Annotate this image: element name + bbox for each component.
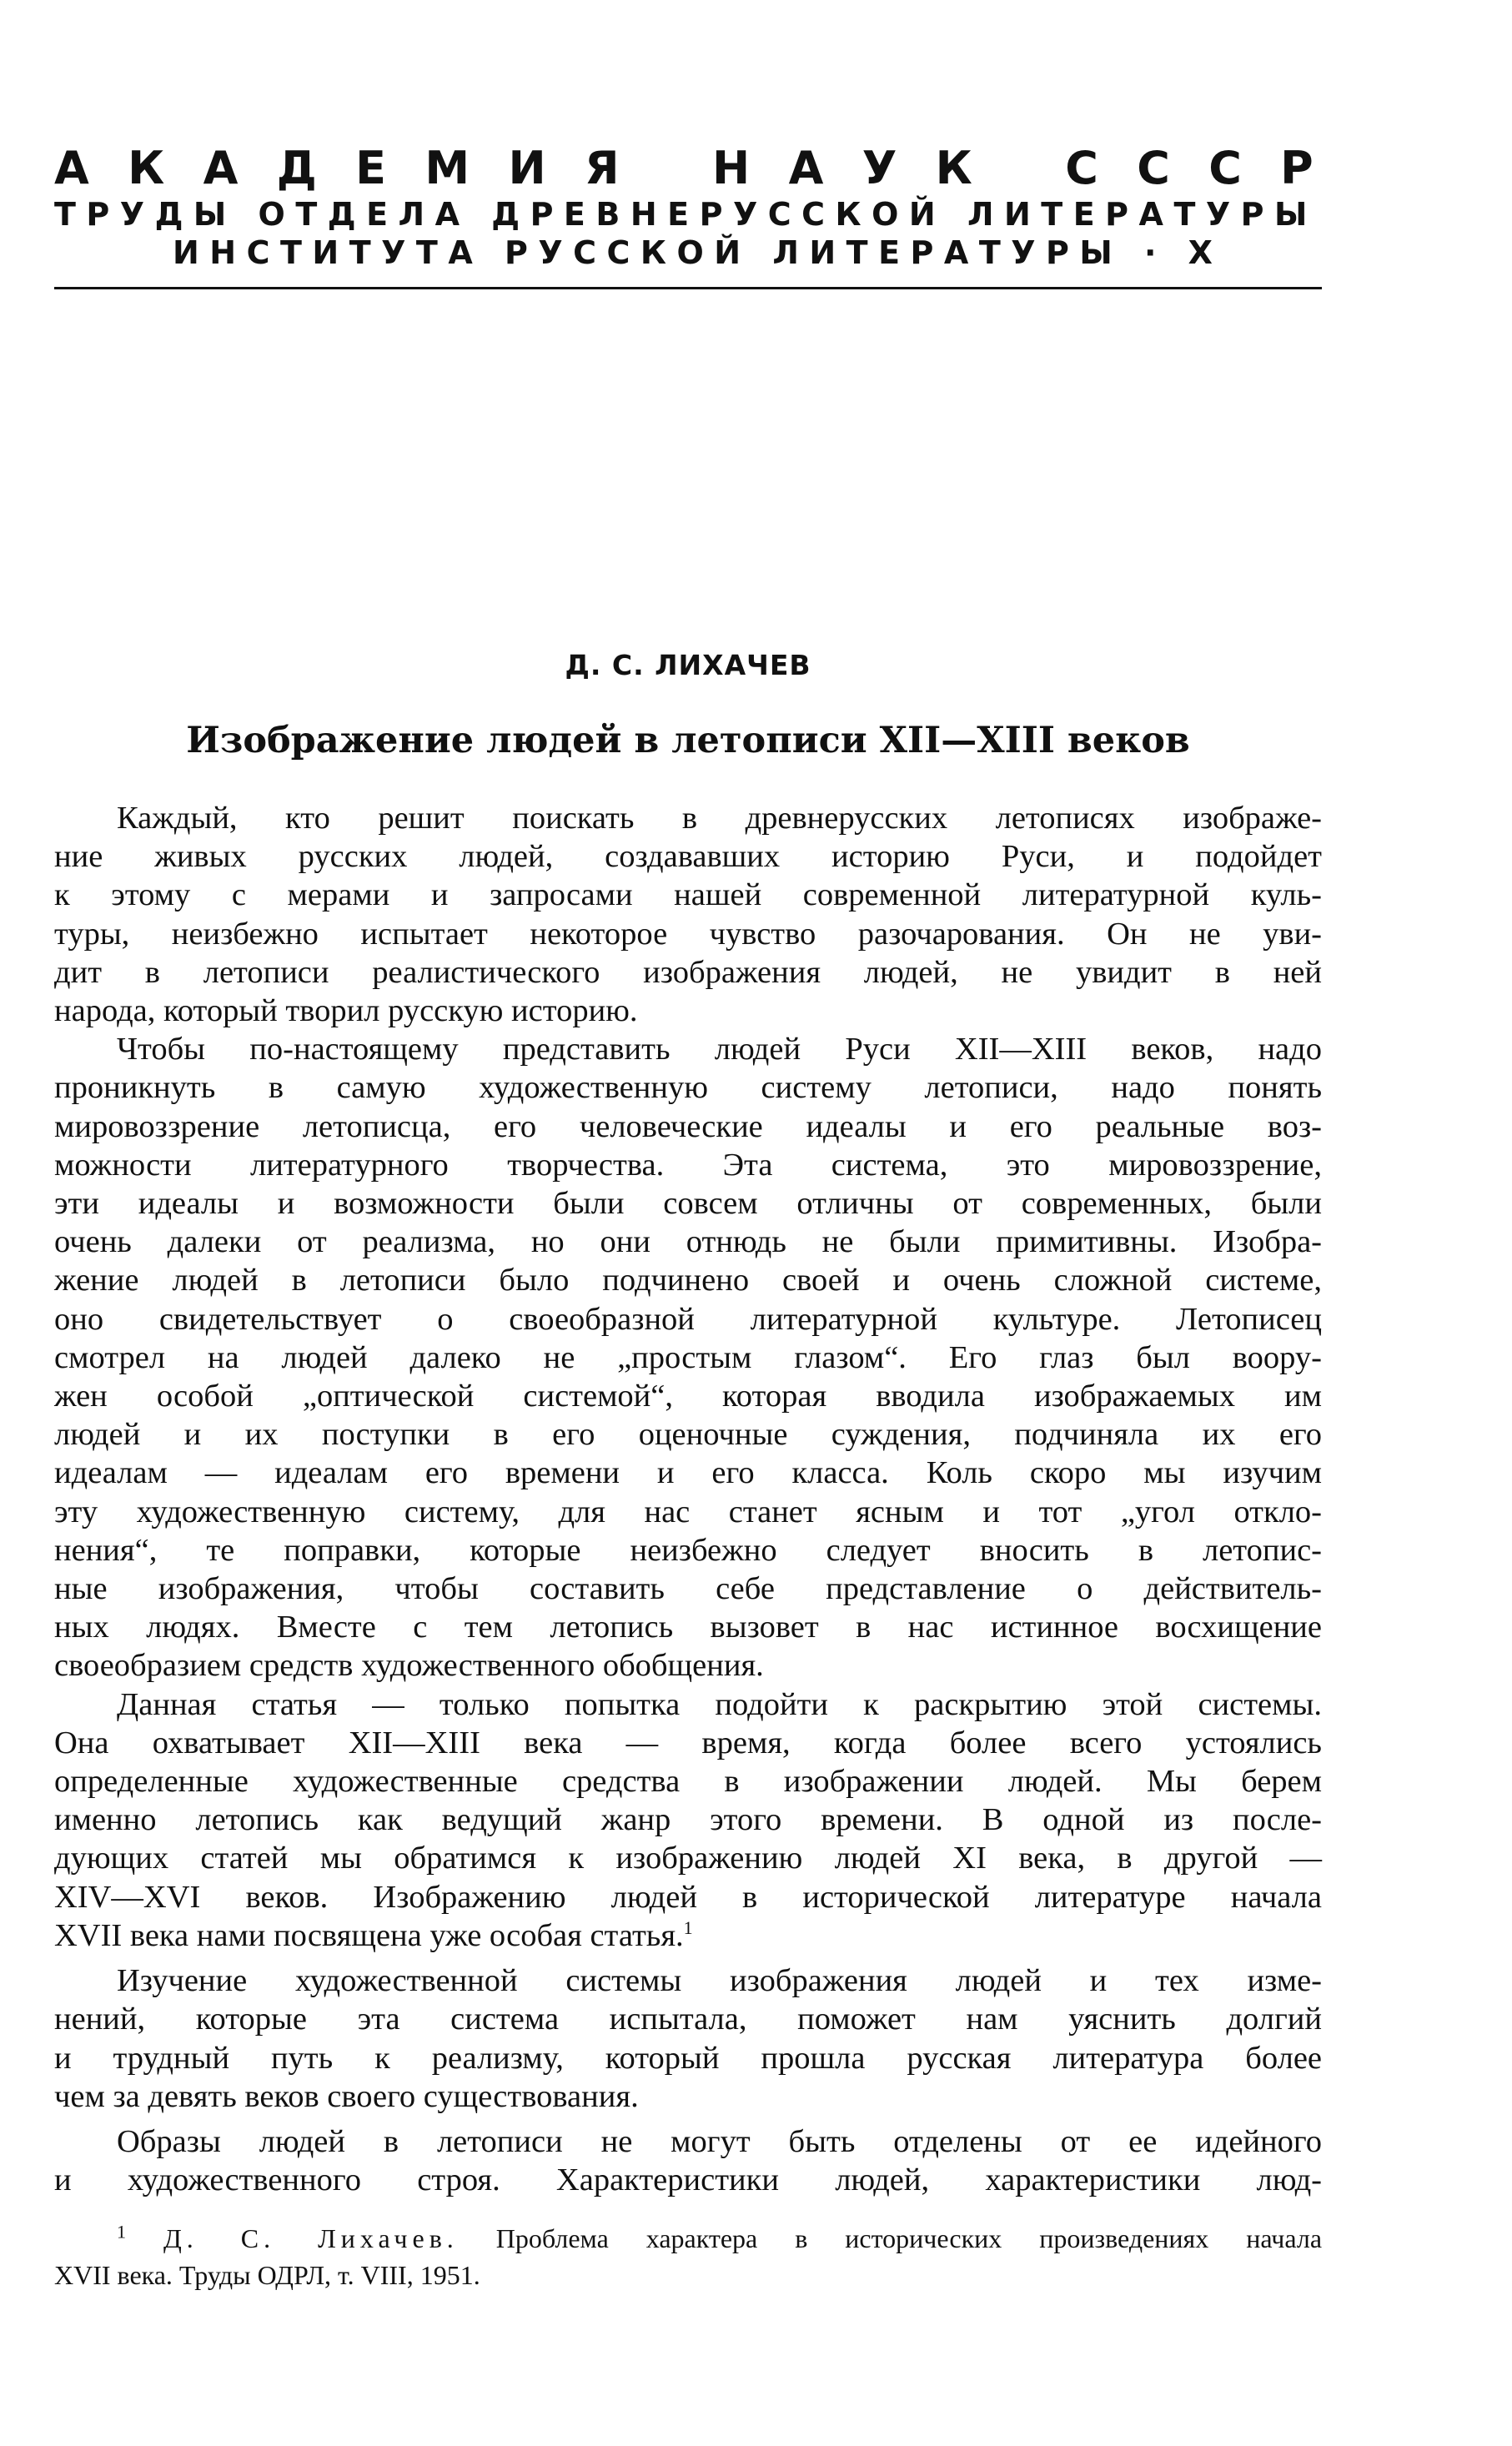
- academy-letter: А: [203, 142, 239, 194]
- body-line: Чтобы по-настоящему представить людей Руси XII—XIII веков, надо: [117, 1032, 1322, 1067]
- academy-letter: Р: [1280, 142, 1314, 194]
- body-line: нения“, те поправки, которые неизбежно следует вносить в летопис-: [54, 1532, 1322, 1568]
- body-line: дит в летописи реалистического изображения людей, не увидит в ней: [54, 954, 1322, 990]
- footnote-marker: 1: [117, 2221, 126, 2243]
- body-line-text: XVII века нами посвящена уже особая статья.: [54, 1917, 684, 1953]
- series-title-line-2: ИНСТИТУТА РУССКОЙ ЛИТЕРАТУРЫ · X: [173, 234, 1223, 271]
- body-line: можности литературного творчества. Эта система, это мировоззрение,: [54, 1147, 1322, 1183]
- body-line: Каждый, кто решит поискать в древнерусских летописях изображе-: [117, 801, 1322, 836]
- document-page: [54, 0, 1322, 2446]
- footnotes: [54, 2220, 1322, 2293]
- footnote-reference: 1: [683, 1917, 693, 1939]
- academy-letter: К: [128, 142, 165, 194]
- body-line: к этому с мерами и запросами нашей современной литературной куль-: [54, 877, 1322, 913]
- academy-heading: [54, 142, 1322, 195]
- footnote-line: XVII века. Труды ОДРЛ, т. VIII, 1951.: [54, 2260, 480, 2290]
- publication-header: [54, 142, 1322, 272]
- academy-letter: К: [935, 142, 972, 194]
- body-line: ные изображения, чтобы составить себе представление о действитель-: [54, 1571, 1322, 1607]
- academy-letter: [1011, 142, 1027, 195]
- body-line: Образы людей в летописи не могут быть отделены от ее идейного: [117, 2123, 1322, 2159]
- academy-letter: Е: [355, 142, 387, 194]
- body-line: жен особой „оптической системой“, которая вводила изображаемых им: [54, 1379, 1322, 1414]
- body-line: XIV—XVI веков. Изображению людей в исторической литературе начала: [54, 1879, 1322, 1915]
- body-line: Изучение художественной системы изображения людей и тех изме-: [117, 1963, 1322, 1999]
- body-line: чем за девять веков своего существования.: [54, 2078, 639, 2114]
- body-line: людей и их поступки в его оценочные суждения, подчиняла их его: [54, 1417, 1322, 1453]
- body-line: народа, который творил русскую историю.: [54, 993, 638, 1029]
- body-line: эту художественную систему, для нас станет ясным и тот „угол откло-: [54, 1494, 1322, 1529]
- footnote-line: [54, 2220, 1322, 2257]
- footnote-text: Проблема характера в исторических произведениях начала: [495, 2223, 1323, 2253]
- body-line: Данная статья — только попытка подойти к раскрытию этой системы.: [117, 1686, 1322, 1722]
- academy-letter: С: [1208, 142, 1242, 194]
- body-line: Она охватывает XII—XIII века — время, когда более всего устоялись: [54, 1725, 1322, 1760]
- academy-letter: Д: [276, 142, 317, 194]
- body-line: нений, которые эта система испытала, поможет нам уяснить долгий: [54, 2002, 1322, 2037]
- body-line-with-footnote: [54, 1916, 1322, 1955]
- body-line: ние живых русских людей, создававших историю Руси, и подойдет: [54, 839, 1322, 875]
- academy-letter: [658, 142, 674, 195]
- academy-letter: Я: [584, 142, 620, 194]
- body-line: дующих статей мы обратимся к изображению людей XI века, в другой —: [54, 1841, 1322, 1876]
- article-author: Д. С. ЛИХАЧЕВ: [565, 649, 811, 681]
- academy-letter: И: [508, 142, 546, 194]
- academy-letter: А: [54, 142, 89, 194]
- article-title: Изображение людей в летописи XII—XIII веков: [186, 720, 1190, 761]
- academy-letter: У: [861, 142, 897, 194]
- body-line: эти идеалы и возможности были совсем отличны от современных, были: [54, 1186, 1322, 1222]
- body-line: оно свидетельствует о своеобразной литературной культуре. Летописец: [54, 1301, 1322, 1337]
- header-rule: [54, 287, 1322, 289]
- body-line: очень далеки от реализма, но они отнюдь не были примитивны. Изобра-: [54, 1224, 1322, 1260]
- body-line: смотрел на людей далеко не „простым глазом“. Его глаз был воору-: [54, 1339, 1322, 1375]
- academy-letter: М: [424, 142, 470, 194]
- series-title-line-1: ТРУДЫ ОТДЕЛА ДРЕВНЕРУССКОЙ ЛИТЕРАТУРЫ: [54, 196, 1318, 233]
- body-line: именно летопись как ведущий жанр этого времени. В одной из после-: [54, 1802, 1322, 1838]
- academy-letter: А: [788, 142, 824, 194]
- footnote-author: Д. С. Лихачев.: [163, 2223, 459, 2253]
- academy-letter: С: [1065, 142, 1098, 194]
- article-body: [54, 799, 1322, 2199]
- body-line: ных людях. Вместе с тем летопись вызовет в нас истинное восхищение: [54, 1610, 1322, 1645]
- body-line: определенные художественные средства в изображении людей. Мы берем: [54, 1764, 1322, 1800]
- body-line: и трудный путь к реализму, который прошла русская литература более: [54, 2040, 1322, 2076]
- academy-letter: С: [1137, 142, 1170, 194]
- body-line: проникнуть в самую художественную систему летописи, надо понять: [54, 1070, 1322, 1106]
- body-line: своеобразием средств художественного обобщения.: [54, 1648, 764, 1684]
- academy-letter: Н: [712, 142, 751, 194]
- body-line: идеалам — идеалам его времени и его класса. Коль скоро мы изучим: [54, 1455, 1322, 1491]
- body-line: жение людей в летописи было подчинено своей и очень сложной системе,: [54, 1263, 1322, 1298]
- body-line: и художественного строя. Характеристики людей, характеристики люд-: [54, 2162, 1322, 2198]
- body-line: туры, неизбежно испытает некоторое чувство разочарования. Он не уви-: [54, 916, 1322, 952]
- body-line: мировоззрение летописца, его человеческие идеалы и его реальные воз-: [54, 1108, 1322, 1144]
